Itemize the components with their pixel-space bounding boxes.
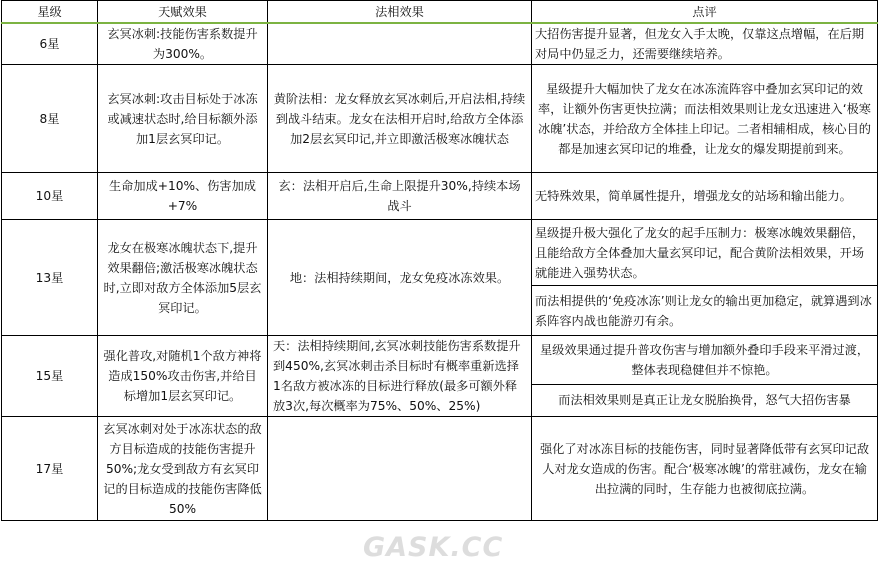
header-row [2, 1, 878, 24]
header-fx: 法相效果 [268, 1, 532, 24]
header-star: 星级 [2, 1, 98, 24]
star-cell: 8星 [2, 65, 98, 173]
fx-cell: 天：法相持续期间,玄冥冰刺技能伤害系数提升到450%,玄冥冰刺击杀目标时有概率重新选择1名敌方被冰冻的目标进行释放(最多可额外释放3次,每次概率为75%、50%、25%) [268, 336, 532, 417]
fx-cell [268, 23, 532, 65]
table-row [2, 336, 878, 385]
header-comment: 点评 [532, 1, 878, 24]
star-effects-table [1, 0, 878, 521]
star-cell: 10星 [2, 173, 98, 220]
talent-cell: 玄冥冰刺:技能伤害系数提升为300%。 [98, 23, 268, 65]
comment-cell: 星级提升大幅加快了龙女在冰冻流阵容中叠加玄冥印记的效率，让额外伤害更快拉满；而法相效果则让龙女迅速进入‘极寒冰魄’状态，并给敌方全体挂上印记。二者相辅相成，核心目的都是加速玄冥印记的堆叠，让龙女的爆发期提前到来。 [532, 65, 878, 173]
table-row [2, 417, 878, 521]
talent-cell: 强化普攻,对随机1个敌方神将造成150%攻击伤害,并给目标增加1层玄冥印记。 [98, 336, 268, 417]
star-cell: 13星 [2, 220, 98, 336]
comment-cell: 星级提升极大强化了龙女的起手压制力：极寒冰魄效果翻倍，且能给敌方全体叠加大量玄冥印记，配合黄阶法相效果，开场就能进入强势状态。 [532, 220, 878, 286]
table-row [2, 23, 878, 65]
table-row [2, 220, 878, 286]
talent-cell: 龙女在极寒冰魄状态下,提升效果翻倍;激活极寒冰魄状态时,立即对敌方全体添加5层玄冥印记。 [98, 220, 268, 336]
star-cell: 15星 [2, 336, 98, 417]
fx-cell: 地：法相持续期间，龙女免疫冰冻效果。 [268, 220, 532, 336]
comment-cell: 而法相效果则是真正让龙女脱胎换骨，怒气大招伤害暴 [532, 384, 878, 416]
talent-cell: 玄冥冰刺对处于冰冻状态的敌方目标造成的技能伤害提升50%;龙女受到敌方有玄冥印记的目标造成的技能伤害降低50% [98, 417, 268, 521]
comment-cell: 无特殊效果，简单属性提升，增强龙女的站场和输出能力。 [532, 173, 878, 220]
table-row [2, 65, 878, 173]
table-row [2, 173, 878, 220]
comment-cell: 大招伤害提升显著，但龙女入手太晚，仅靠这点增幅，在后期对局中仍显乏力，还需要继续培养。 [532, 23, 878, 65]
comment-cell: 而法相提供的‘免疫冰冻’则让龙女的输出更加稳定，就算遇到冰系阵容内战也能游刃有余。 [532, 286, 878, 336]
star-cell: 17星 [2, 417, 98, 521]
comment-cell: 星级效果通过提升普攻伤害与增加额外叠印手段来平滑过渡，整体表现稳健但并不惊艳。 [532, 336, 878, 385]
talent-cell: 生命加成+10%、伤害加成+7% [98, 173, 268, 220]
fx-cell: 黄阶法相：龙女释放玄冥冰刺后,开启法相,持续到战斗结束。龙女在法相开启时,给敌方全体添加2层玄冥印记,并立即激活极寒冰魄状态 [268, 65, 532, 173]
watermark-logo: GASK.CC [363, 532, 504, 563]
comment-cell: 强化了对冰冻目标的技能伤害，同时显著降低带有玄冥印记敌人对龙女造成的伤害。配合‘极寒冰魄’的常驻减伤，龙女在输出拉满的同时，生存能力也被彻底拉满。 [532, 417, 878, 521]
fx-cell: 玄：法相开启后,生命上限提升30%,持续本场战斗 [268, 173, 532, 220]
header-talent: 天赋效果 [98, 1, 268, 24]
star-cell: 6星 [2, 23, 98, 65]
talent-cell: 玄冥冰刺:攻击目标处于冰冻或减速状态时,给目标额外添加1层玄冥印记。 [98, 65, 268, 173]
fx-cell [268, 417, 532, 521]
